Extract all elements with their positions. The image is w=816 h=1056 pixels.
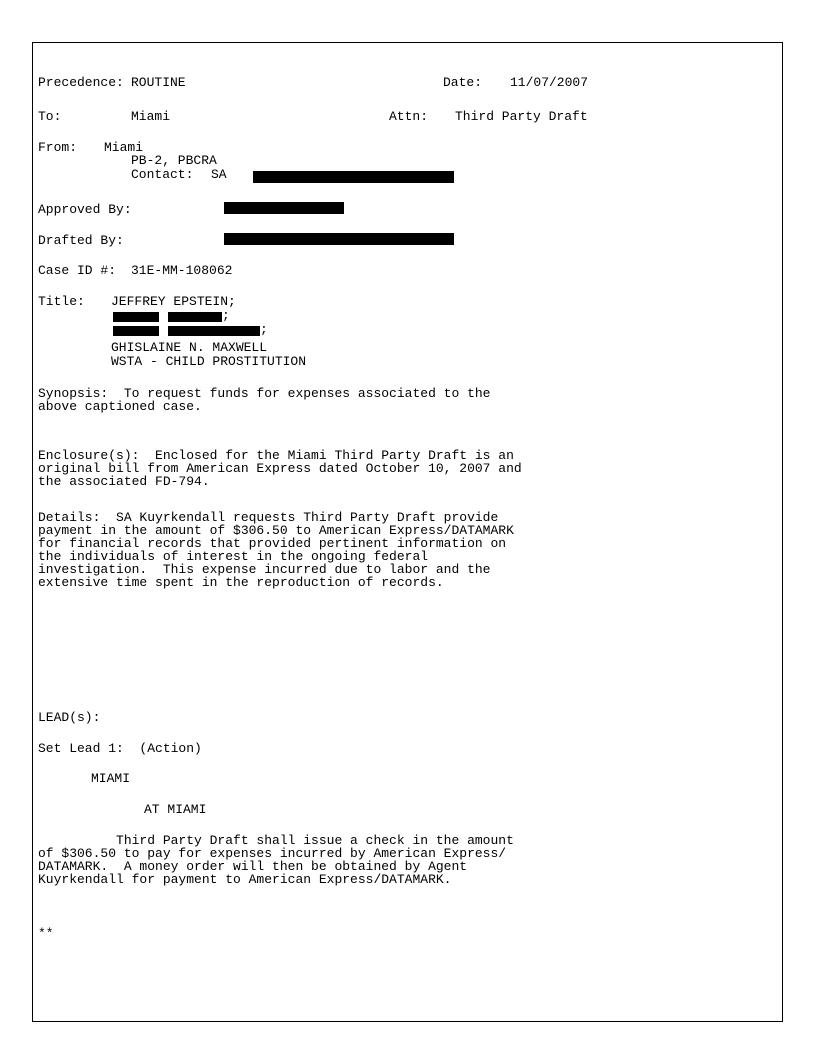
attn-value: Third Party Draft <box>455 109 588 124</box>
redaction-approved-by <box>224 202 344 214</box>
details-paragraph: Details: SA Kuyrkendall requests Third Party Draft provide payment in the amount of $306.50 to American Express/DATAMARK for financial records that provided pertinent information on the individuals of interest in the ongoing federal investigation. This expense incurred due to labor and the extensive time spent in the reproduction of records. <box>38 510 514 590</box>
drafted-by-label: Drafted By: <box>38 233 124 248</box>
from-label: From: <box>38 140 78 155</box>
attn-label: Attn: <box>389 109 429 124</box>
redaction-drafted-by <box>224 233 454 245</box>
date-value: 11/07/2007 <box>510 75 589 90</box>
from-unit: PB-2, PBCRA <box>131 153 217 168</box>
case-id-label: Case ID #: <box>38 263 117 278</box>
footer-marker: ** <box>38 926 54 941</box>
set-lead-line: Set Lead 1: (Action) <box>38 741 202 756</box>
redaction-title-3a <box>113 326 159 336</box>
to-label: To: <box>38 109 62 124</box>
from-value: Miami <box>104 140 144 155</box>
synopsis-paragraph: Synopsis: To request funds for expenses associated to the above captioned case. <box>38 386 491 414</box>
title-label: Title: <box>38 294 85 309</box>
contact-value: SA <box>211 167 227 182</box>
case-id-value: 31E-MM-108062 <box>131 263 233 278</box>
redaction-contact <box>253 171 454 183</box>
date-label: Date: <box>443 75 483 90</box>
contact-label: Contact: <box>131 167 194 182</box>
redaction-title-2b <box>168 312 222 322</box>
precedence-value: ROUTINE <box>131 75 186 90</box>
title-subject-4: GHISLAINE N. MAXWELL <box>111 340 268 355</box>
title-separator-1: ; <box>222 308 230 323</box>
title-classification: WSTA - CHILD PROSTITUTION <box>111 354 307 369</box>
leads-heading: LEAD(s): <box>38 710 101 725</box>
redaction-title-3b <box>168 326 260 336</box>
title-separator-2: ; <box>260 322 268 337</box>
lead-location: AT MIAMI <box>144 802 207 817</box>
enclosures-paragraph: Enclosure(s): Enclosed for the Miami Third Party Draft is an original bill from American Express dated October 10, 2007 and the associated FD-794. <box>38 448 522 489</box>
approved-by-label: Approved By: <box>38 202 132 217</box>
lead-office: MIAMI <box>91 771 131 786</box>
lead-instruction-paragraph: Third Party Draft shall issue a check in the amount of $306.50 to pay for expenses incurred by American Express/ DATAMARK. A money order will then be obtained by Agent Kuyrkendall for payment to American Express/DATAMARK. <box>38 833 514 887</box>
precedence-label: Precedence: <box>38 75 124 90</box>
redaction-title-2a <box>113 312 159 322</box>
to-value: Miami <box>131 109 171 124</box>
title-subject-1: JEFFREY EPSTEIN; <box>111 294 236 309</box>
